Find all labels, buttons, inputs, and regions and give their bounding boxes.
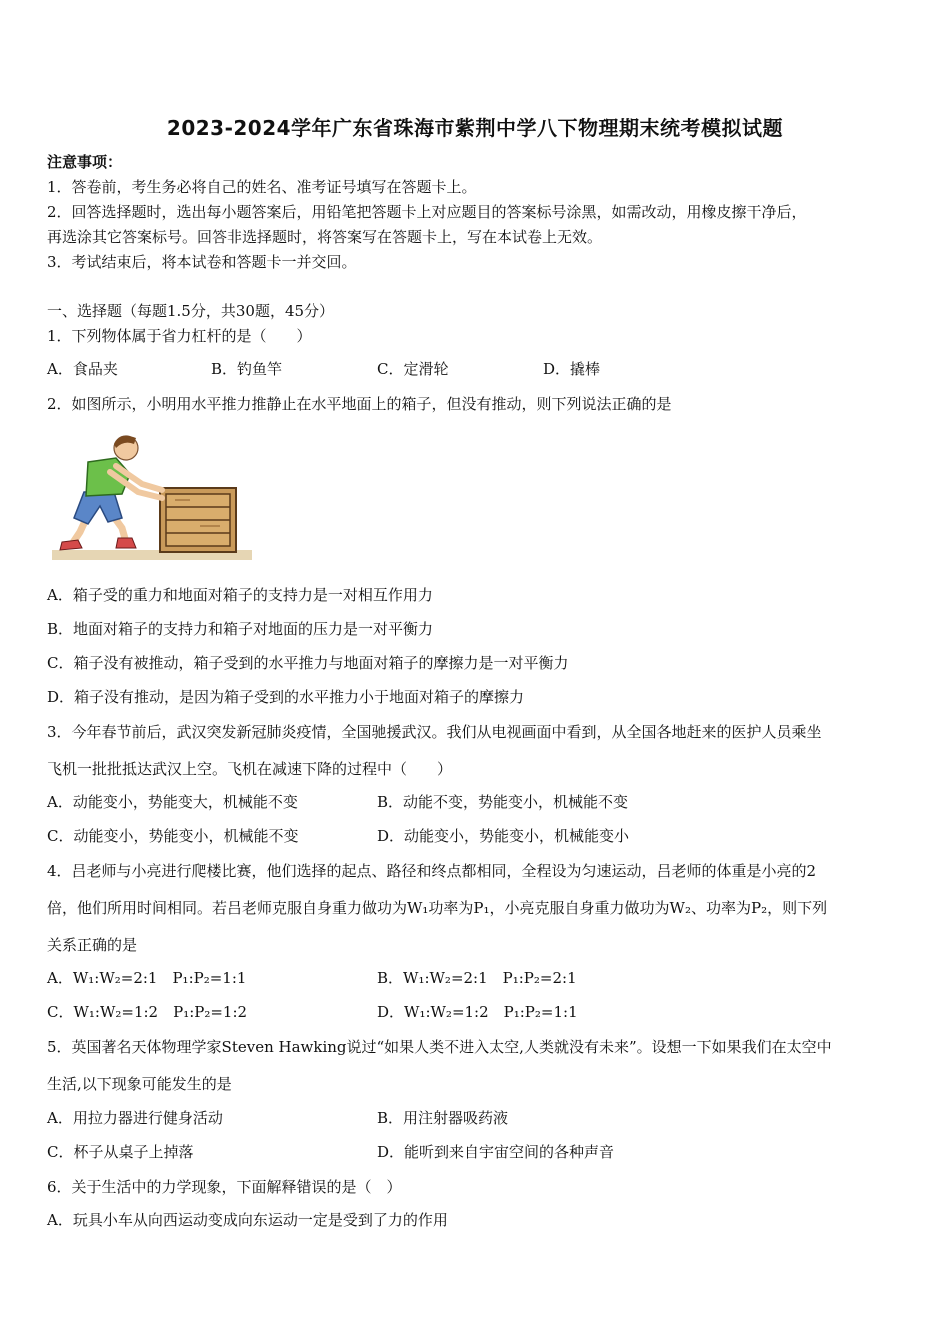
boy — [60, 436, 162, 550]
question-4-stem-line-3: 关系正确的是 — [47, 936, 138, 954]
notice-item: 2．回答选择题时，选出每小题答案后，用铅笔把答题卡上对应题目的答案标号涂黑，如需改动，用橡皮擦干净后， — [47, 203, 807, 221]
question-1-stem: 1．下列物体属于省力杠杆的是（ ） — [47, 327, 312, 345]
question-2-option-b: B．地面对箱子的支持力和箱子对地面的压力是一对平衡力 — [47, 620, 434, 638]
question-6-stem: 6．关于生活中的力学现象，下面解释错误的是（ ） — [47, 1178, 402, 1196]
notice-heading: 注意事项： — [47, 153, 123, 171]
question-3-stem-line-2: 飞机一批批抵达武汉上空。飞机在减速下降的过程中（ ） — [47, 760, 453, 778]
question-6-option-a: A．玩具小车从向西运动变成向东运动一定是受到了力的作用 — [47, 1211, 448, 1229]
question-5-option-b: B．用注射器吸药液 — [377, 1109, 509, 1127]
section-heading: 一、选择题（每题1.5分，共30题，45分） — [47, 302, 335, 320]
notice-item: 3．考试结束后，将本试卷和答题卡一并交回。 — [47, 253, 357, 271]
question-5-option-d: D．能听到来自宇宙空间的各种声音 — [377, 1143, 615, 1161]
notice-item: 1．答卷前，考生务必将自己的姓名、准考证号填写在答题卡上。 — [47, 178, 477, 196]
question-4-option-c: C．W₁:W₂=1:2 P₁:P₂=1:2 — [47, 1003, 248, 1021]
question-1-option-a: A．食品夹 — [47, 360, 118, 378]
question-5-stem-line-2: 生活,以下现象可能发生的是 — [47, 1075, 232, 1093]
question-5-option-a: A．用拉力器进行健身活动 — [47, 1109, 223, 1127]
question-5-stem-line-1: 5．英国著名天体物理学家Steven Hawking说过“如果人类不进入太空,人类就没有未来”。设想一下如果我们在太空中 — [47, 1038, 832, 1056]
boy-pushing-box-illustration — [50, 432, 256, 564]
notice-item: 再选涂其它答案标号。回答非选择题时，将答案写在答题卡上，写在本试卷上无效。 — [47, 228, 603, 246]
question-4-option-d: D．W₁:W₂=1:2 P₁:P₂=1:1 — [377, 1003, 578, 1021]
page-title: 2023-2024学年广东省珠海市紫荆中学八下物理期末统考模拟试题 — [166, 116, 784, 140]
question-4-stem-line-1: 4．吕老师与小亮进行爬楼比赛，他们选择的起点、路径和终点都相同，全程设为匀速运动，吕老师的体重是小亮的2 — [47, 862, 817, 880]
question-4-option-b: B．W₁:W₂=2:1 P₁:P₂=2:1 — [377, 969, 577, 987]
question-3-option-b: B．动能不变，势能变小，机械能不变 — [377, 793, 629, 811]
question-2-option-c: C．箱子没有被推动，箱子受到的水平推力与地面对箱子的摩擦力是一对平衡力 — [47, 654, 569, 672]
question-2-option-a: A．箱子受的重力和地面对箱子的支持力是一对相互作用力 — [47, 586, 433, 604]
question-4-option-a: A．W₁:W₂=2:1 P₁:P₂=1:1 — [47, 969, 247, 987]
question-1-option-c: C．定滑轮 — [377, 360, 449, 378]
question-3-option-d: D．动能变小，势能变小，机械能变小 — [377, 827, 630, 845]
question-2-stem: 2．如图所示，小明用水平推力推静止在水平地面上的箱子，但没有推动，则下列说法正确的是 — [47, 395, 672, 413]
question-1-option-d: D．撬棒 — [543, 360, 601, 378]
question-1-option-b: B．钓鱼竿 — [211, 360, 283, 378]
question-4-stem-line-2: 倍，他们所用时间相同。若吕老师克服自身重力做功为W₁功率为P₁，小亮克服自身重力做功为W₂、功率为P₂，则下列 — [47, 899, 828, 917]
question-3-option-c: C．动能变小，势能变小，机械能不变 — [47, 827, 299, 845]
question-5-option-c: C．杯子从桌子上掉落 — [47, 1143, 194, 1161]
wooden-box — [160, 488, 236, 552]
question-3-stem-line-1: 3．今年春节前后，武汉突发新冠肺炎疫情，全国驰援武汉。我们从电视画面中看到，从全国各地赶来的医护人员乘坐 — [47, 723, 822, 741]
question-3-option-a: A．动能变小，势能变大，机械能不变 — [47, 793, 298, 811]
question-2-option-d: D．箱子没有推动，是因为箱子受到的水平推力小于地面对箱子的摩擦力 — [47, 688, 525, 706]
